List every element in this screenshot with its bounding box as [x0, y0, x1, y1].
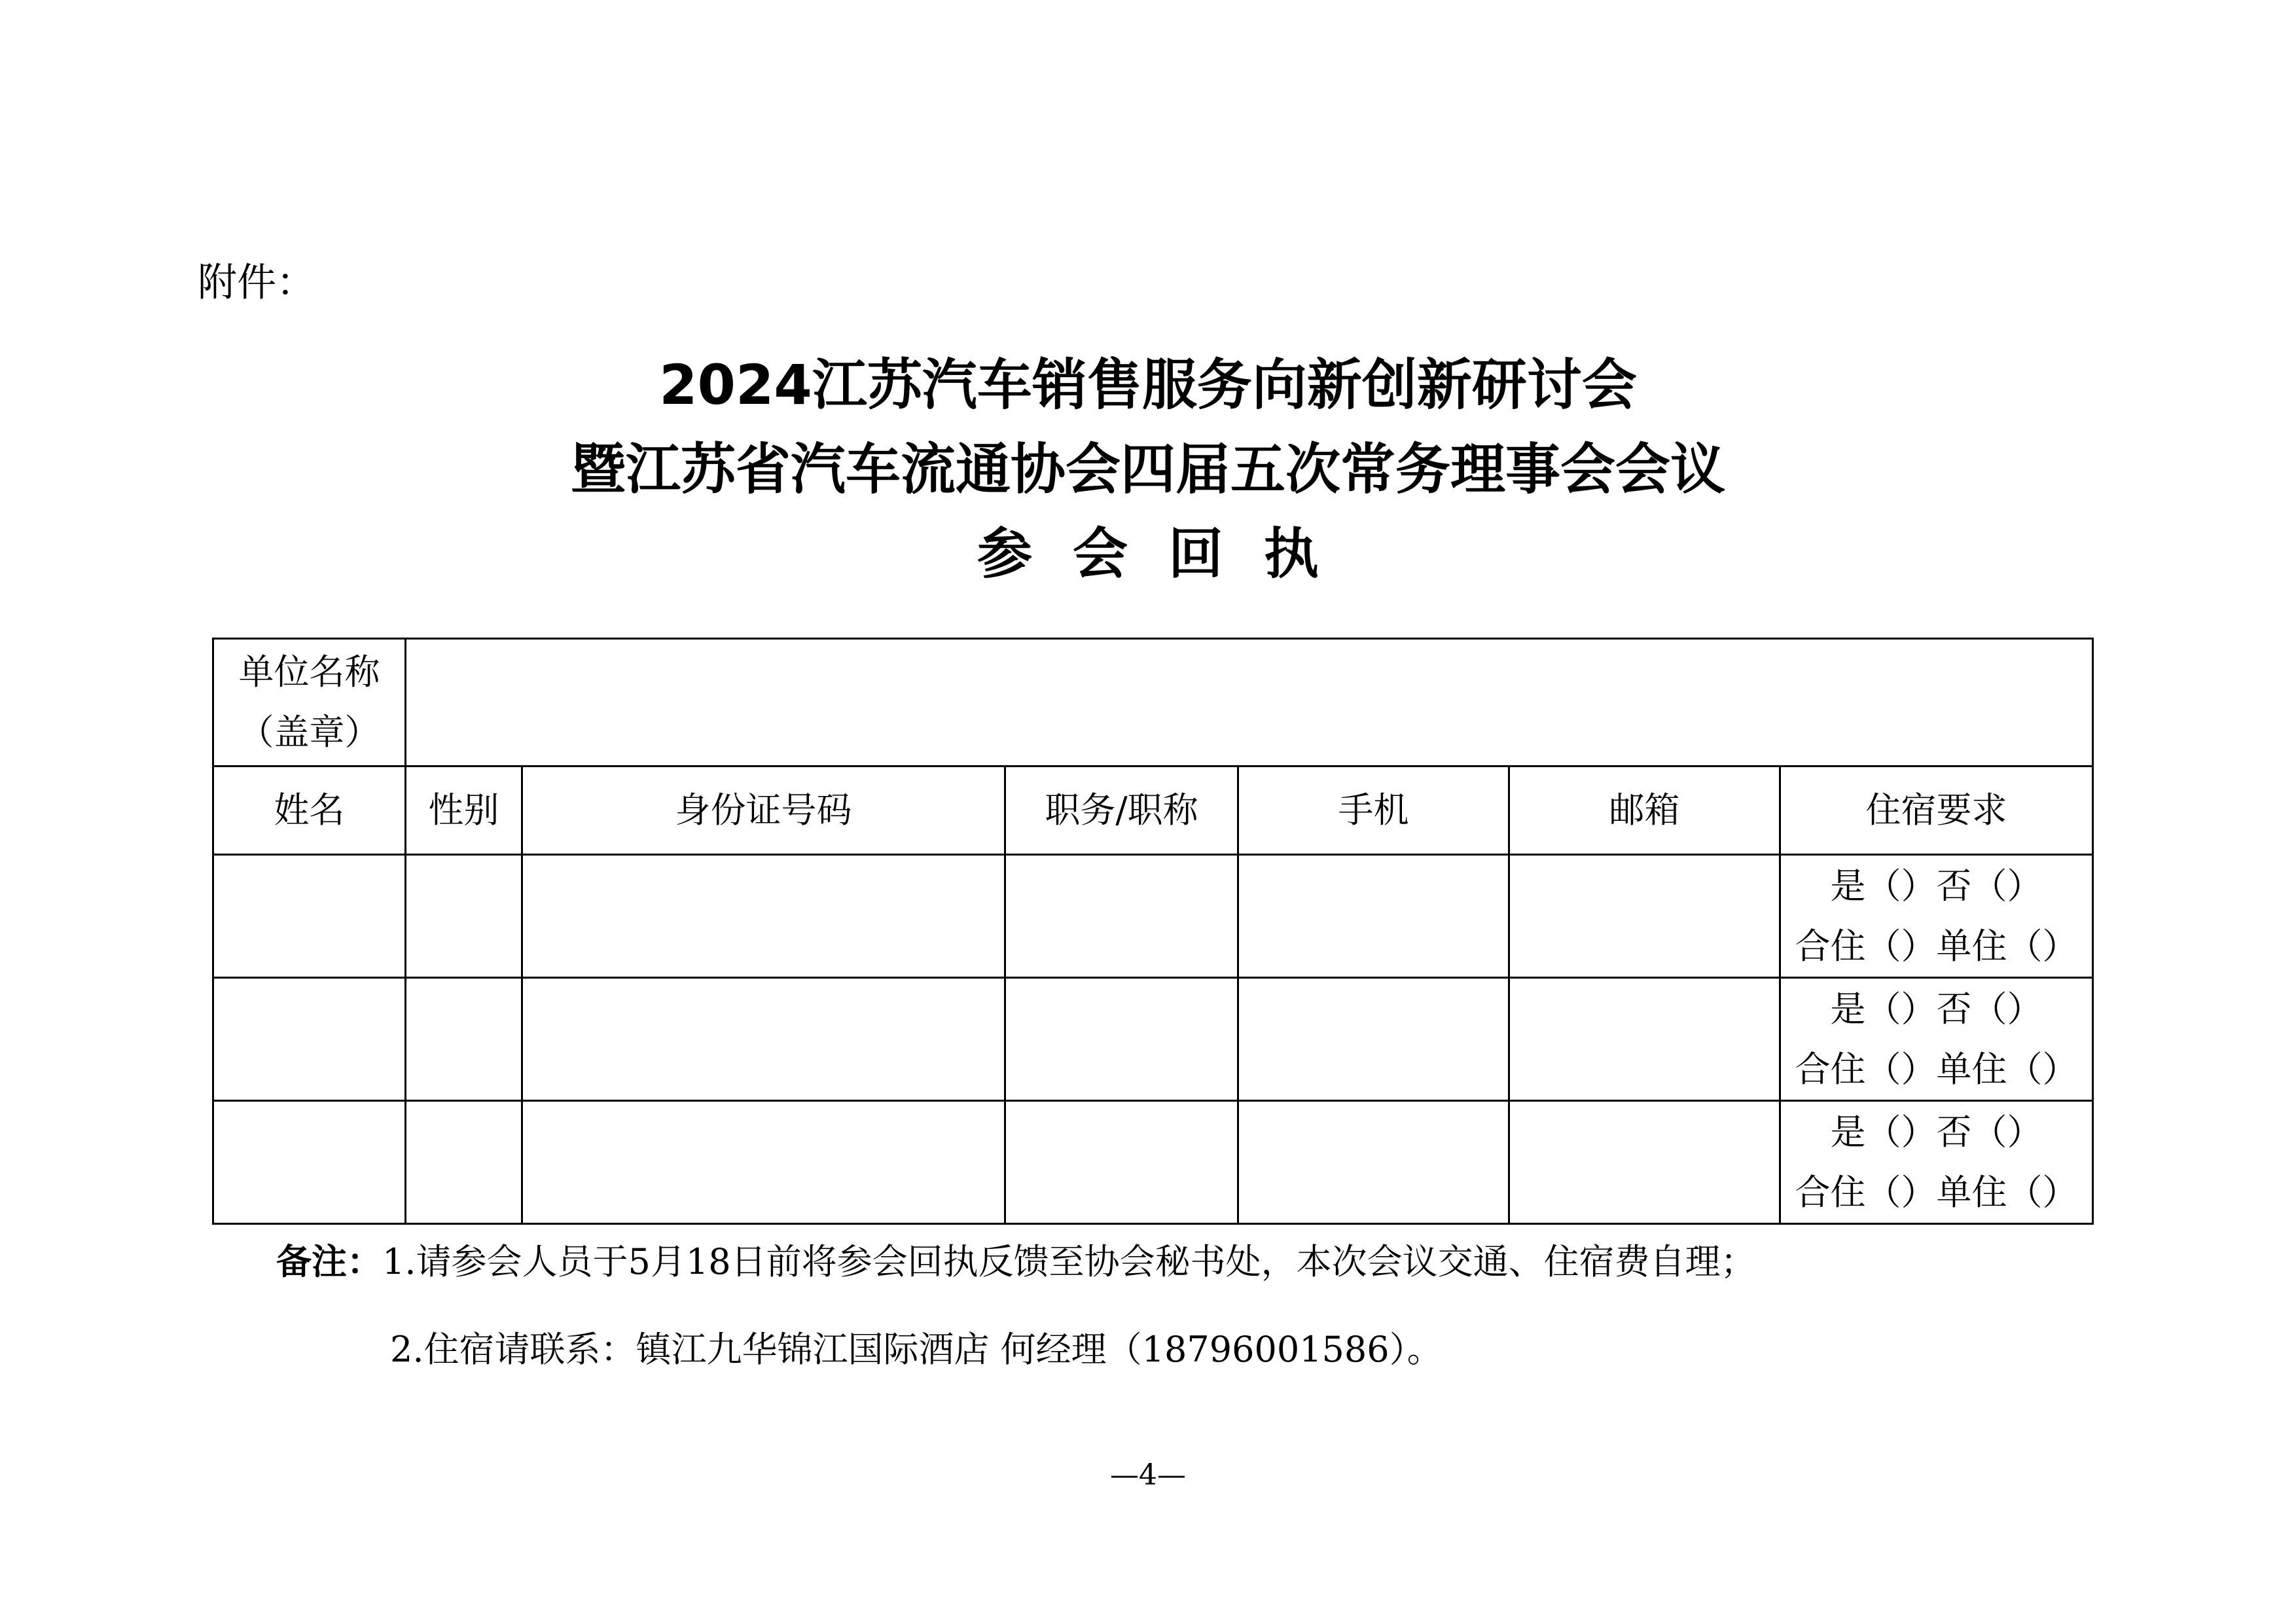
lodging-cell[interactable] — [1780, 978, 2093, 1101]
gender-cell[interactable] — [406, 1101, 522, 1224]
header-name: 姓名 — [213, 767, 406, 855]
unit-row — [213, 639, 2093, 767]
lodging-option-shared-single[interactable]: 合住（）单住（） — [1795, 925, 2078, 967]
lodging-option-shared-single[interactable]: 合住（）单住（） — [1795, 1048, 2078, 1090]
title-line-3: 参会回执 — [977, 522, 1359, 586]
header-phone: 手机 — [1238, 767, 1509, 855]
title-line-2: 暨江苏省汽车流通协会四届五次常务理事会会议 — [570, 437, 1725, 501]
name-cell[interactable] — [213, 855, 406, 978]
registration-table — [212, 638, 2094, 1225]
notes-item-2: 2.住宿请联系：镇江九华锦江国际酒店 何经理（18796001586）。 — [390, 1329, 1443, 1370]
unit-label-line-2: （盖章） — [238, 712, 380, 753]
notes-item-1: 1.请参会人员于5月18日前将参会回执反馈至协会秘书处，本次会议交通、住宿费自理； — [382, 1241, 1756, 1282]
header-email: 邮箱 — [1509, 767, 1780, 855]
header-row — [213, 767, 2093, 855]
table-row — [213, 1101, 2093, 1224]
email-cell[interactable] — [1509, 855, 1780, 978]
unit-value-cell[interactable] — [406, 639, 2093, 767]
unit-label-line-1: 单位名称 — [238, 651, 380, 693]
lodging-cell[interactable] — [1780, 855, 2093, 978]
lodging-option-shared-single[interactable]: 合住（）单住（） — [1795, 1171, 2078, 1213]
notes-line-1 — [276, 1236, 1756, 1288]
lodging-cell[interactable] — [1780, 1101, 2093, 1224]
notes-label: 备注： — [276, 1241, 382, 1282]
lodging-option-yes-no[interactable]: 是（）否（） — [1830, 865, 2043, 907]
gender-cell[interactable] — [406, 978, 522, 1101]
header-position: 职务/职称 — [1005, 767, 1238, 855]
header-lodging: 住宿要求 — [1780, 767, 2093, 855]
header-gender: 性别 — [406, 767, 522, 855]
unit-label-cell — [213, 639, 406, 767]
id-number-cell[interactable] — [522, 978, 1005, 1101]
name-cell[interactable] — [213, 1101, 406, 1224]
position-cell[interactable] — [1005, 978, 1238, 1101]
name-cell[interactable] — [213, 978, 406, 1101]
phone-cell[interactable] — [1238, 1101, 1509, 1224]
position-cell[interactable] — [1005, 855, 1238, 978]
table-row — [213, 855, 2093, 978]
lodging-option-yes-no[interactable]: 是（）否（） — [1830, 988, 2043, 1030]
phone-cell[interactable] — [1238, 855, 1509, 978]
title-line-1: 2024江苏汽车销售服务向新创新研讨会 — [659, 353, 1637, 417]
lodging-option-yes-no[interactable]: 是（）否（） — [1830, 1111, 2043, 1153]
page-number: —4— — [1110, 1458, 1186, 1492]
attachment-label: 附件： — [198, 260, 315, 306]
header-id-number: 身份证号码 — [522, 767, 1005, 855]
email-cell[interactable] — [1509, 978, 1780, 1101]
gender-cell[interactable] — [406, 855, 522, 978]
id-number-cell[interactable] — [522, 1101, 1005, 1224]
email-cell[interactable] — [1509, 1101, 1780, 1224]
id-number-cell[interactable] — [522, 855, 1005, 978]
table-row — [213, 978, 2093, 1101]
phone-cell[interactable] — [1238, 978, 1509, 1101]
position-cell[interactable] — [1005, 1101, 1238, 1224]
